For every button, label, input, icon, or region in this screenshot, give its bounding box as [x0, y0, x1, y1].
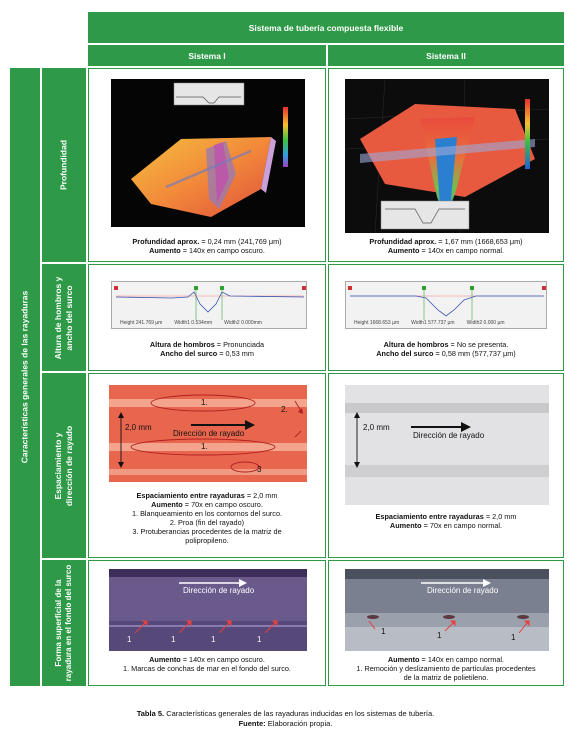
- scale-label: 2,0 mm: [363, 423, 390, 432]
- row-label-profundidad: [42, 68, 86, 262]
- readout-width1: Width1 0.534mm: [174, 320, 213, 326]
- table-caption: [0, 709, 571, 719]
- caption-line: Aumento = 140x en campo normal.: [387, 655, 505, 664]
- row-label-line: rayadura en el fondo del surco: [64, 564, 73, 682]
- caption-line: Ancho del surco = 0,58 mm (577,737 μm): [376, 349, 516, 358]
- readout-width2: Width2 0.000mm: [224, 320, 262, 326]
- direction-label: Dirección de rayado: [427, 586, 499, 595]
- caption-line: 1. Blanqueamiento en los contornos del surco.: [131, 509, 283, 518]
- profile-readout: [354, 320, 505, 326]
- cell-forma-s1: [88, 560, 326, 686]
- micrograph-overlay: [345, 385, 549, 505]
- table-title-header: [88, 12, 564, 43]
- scale-label: 2,0 mm: [125, 423, 152, 432]
- caption-line: Aumento = 140x en campo oscuro.: [149, 246, 265, 255]
- cell-forma-s2: [328, 560, 564, 686]
- row-label-text: [54, 565, 74, 681]
- column-header-label: Sistema II: [426, 50, 466, 61]
- column-header-sistema-2: [328, 45, 564, 66]
- marker-1: 1: [381, 627, 386, 636]
- caption-profundidad-s1: [89, 237, 325, 255]
- row-label-text: [59, 140, 70, 190]
- readout-width1: Width1 577.737 µm: [411, 320, 455, 326]
- caption-line: Profundidad aprox. = 0,24 mm (241,769 μm): [132, 237, 282, 246]
- cell-profundidad-s1: [88, 68, 326, 262]
- caption-line: 1. Remoción y deslizamiento de partículas procedentes: [356, 664, 536, 673]
- direction-label: Dirección de rayado: [413, 431, 485, 440]
- table-source: [0, 719, 571, 729]
- caption-forma-s2: [329, 655, 563, 682]
- profile-plot: [345, 281, 547, 329]
- marker-3: 3: [257, 465, 262, 474]
- caption-line: Aumento = 140x en campo oscuro.: [149, 655, 265, 664]
- cell-profundidad-s2: [328, 68, 564, 262]
- marker-1: 1: [127, 635, 132, 644]
- marker-1: 1: [171, 635, 176, 644]
- readout-width2: Width2 0.000 µm: [466, 320, 505, 326]
- row-label-line: Espaciamiento y: [53, 431, 63, 500]
- surface-3d-image: [345, 79, 549, 233]
- marker-2: 2.: [281, 405, 288, 414]
- micrograph-espaciamiento-s2: [345, 385, 549, 505]
- cell-altura-s1: [88, 264, 326, 371]
- row-label-line: Altura de hombros y: [53, 276, 63, 359]
- table-number: Tabla 5.: [136, 709, 165, 718]
- column-header-sistema-1: [88, 45, 326, 66]
- row-label-line: dirección de rayado: [64, 425, 74, 506]
- micrograph-overlay: [345, 569, 549, 651]
- micrograph-forma-s2: [345, 569, 549, 651]
- table-title: Sistema de tubería compuesta flexible: [248, 22, 404, 33]
- surface-3d-image: [111, 79, 305, 227]
- caption-altura-s1: [89, 340, 325, 358]
- caption-line: Espaciamiento entre rayaduras = 2,0 mm: [375, 512, 517, 521]
- caption-line: Aumento = 140x en campo normal.: [387, 246, 505, 255]
- profile-plot: [111, 281, 307, 329]
- row-label-espaciamiento: [42, 373, 86, 558]
- caption-line: Altura de hombros = Pronunciada: [149, 340, 265, 349]
- caption-line: 1. Marcas de conchas de mar en el fondo del surco.: [123, 664, 291, 673]
- column-header-label: Sistema I: [188, 50, 226, 61]
- side-label-text: Características generales de las rayaduras: [19, 290, 30, 464]
- caption-line: 3. Protuberancias procedentes de la matriz de: [132, 527, 282, 536]
- caption-forma-s1: [89, 655, 325, 673]
- marker-1: 1: [511, 633, 516, 642]
- marker-1: 1.: [201, 398, 208, 407]
- source-label: Fuente:: [238, 719, 266, 728]
- row-label-line: Forma superficial de la: [54, 579, 63, 667]
- row-label-altura: [42, 264, 86, 371]
- readout-height: Height 241.769 µm: [120, 320, 163, 326]
- row-label-line: Profundidad: [58, 139, 69, 191]
- micrograph-forma-s1: [109, 569, 307, 651]
- caption-line: Espaciamiento entre rayaduras = 2,0 mm: [136, 491, 278, 500]
- cell-espaciamiento-s2: [328, 373, 564, 558]
- direction-label: Dirección de rayado: [183, 586, 255, 595]
- row-label-line: ancho del surco: [64, 284, 74, 351]
- caption-line: de la matriz de polietileno.: [403, 673, 489, 682]
- micrograph-overlay: [109, 569, 307, 651]
- row-label-forma: [42, 560, 86, 686]
- source-text: Elaboración propia.: [265, 719, 333, 728]
- direction-label: Dirección de rayado: [173, 429, 245, 438]
- caption-espaciamiento-s1: [89, 491, 325, 545]
- caption-line: Aumento = 70x en campo oscuro.: [151, 500, 263, 509]
- cell-espaciamiento-s1: [88, 373, 326, 558]
- caption-line: Profundidad aprox. = 1,67 mm (1668,653 μm): [369, 237, 523, 246]
- row-label-text: [53, 425, 75, 505]
- caption-line: Aumento = 70x en campo normal.: [389, 521, 503, 530]
- micrograph-espaciamiento-s1: [109, 385, 307, 482]
- surface-3d-graphic: [345, 79, 549, 233]
- marker-1b: 1.: [201, 442, 208, 451]
- row-label-text: [53, 276, 75, 359]
- side-label-general: [10, 68, 40, 686]
- caption-line: 2. Proa (fin del rayado): [169, 518, 245, 527]
- caption-line: Altura de hombros = No se presenta.: [383, 340, 509, 349]
- surface-3d-graphic: [111, 79, 305, 227]
- caption-line: Ancho del surco = 0,53 mm: [160, 349, 254, 358]
- table-caption-text: Características generales de las rayaduras inducidas en los sistemas de tubería.: [164, 709, 435, 718]
- caption-espaciamiento-s2: [329, 512, 563, 530]
- profile-readout: [120, 320, 262, 326]
- marker-1: 1: [437, 631, 442, 640]
- readout-height: Height 1668.653 µm: [354, 320, 400, 326]
- marker-1: 1: [211, 635, 216, 644]
- caption-line: polipropileno.: [185, 536, 229, 545]
- caption-profundidad-s2: [329, 237, 563, 255]
- marker-1: 1: [257, 635, 262, 644]
- caption-altura-s2: [329, 340, 563, 358]
- cell-altura-s2: [328, 264, 564, 371]
